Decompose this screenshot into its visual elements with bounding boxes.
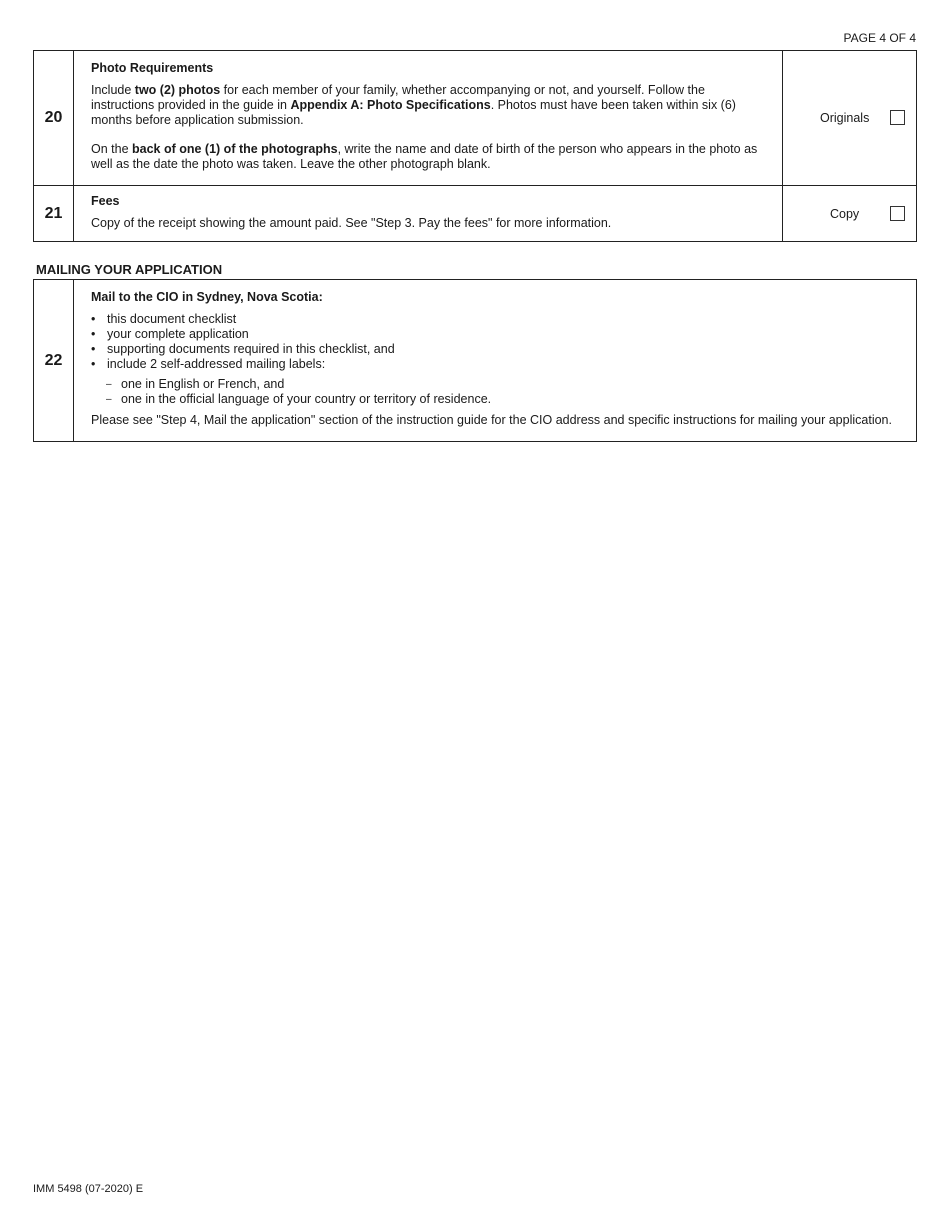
item-paragraph-2: On the back of one (1) of the photographs, write the name and date of birth of the person who appears in the photo as well as the date the photo was taken. Leave the other photograph blank. xyxy=(91,142,758,171)
mailing-bullet-list xyxy=(91,312,900,372)
document-type-label: Copy xyxy=(830,206,860,221)
item-number: 21 xyxy=(34,186,74,241)
item-heading: Photo Requirements xyxy=(91,61,214,75)
mailing-row-22 xyxy=(34,280,916,441)
item-number: 22 xyxy=(34,280,74,441)
document-type-label: Originals xyxy=(820,111,870,125)
mailing-note: Please see "Step 4, Mail the application" section of the instruction guide for the CIO address and specific instructions for mailing your application. xyxy=(91,413,892,427)
item-content xyxy=(74,51,782,185)
checklist-row-20 xyxy=(34,51,916,186)
checklist-table xyxy=(33,50,917,242)
page-number: PAGE 4 OF 4 xyxy=(843,31,916,45)
section-title: MAILING YOUR APPLICATION xyxy=(36,262,223,277)
originals-checkbox[interactable] xyxy=(890,110,905,125)
list-item: • your complete application xyxy=(91,327,900,342)
mailing-table xyxy=(33,279,917,442)
list-item: – one in English or French, and xyxy=(106,377,900,392)
mailing-sub-list xyxy=(106,377,900,407)
document-type-cell xyxy=(782,186,916,241)
copy-checkbox[interactable] xyxy=(890,206,905,221)
list-item: • supporting documents required in this checklist, and xyxy=(91,342,900,357)
checklist-row-21 xyxy=(34,186,916,241)
form-code: IMM 5498 (07-2020) E xyxy=(33,1183,144,1195)
document-type-cell xyxy=(782,51,916,185)
list-item: – one in the official language of your country or territory of residence. xyxy=(106,392,900,407)
item-paragraph-1: Include two (2) photos for each member of your family, whether accompanying or not, and yourself. Follow the instructions provided in the guide in Appendix A: Photo Specifications. Photos must have been taken within six (6) months before application submission. xyxy=(91,83,736,127)
item-number: 20 xyxy=(34,51,74,185)
list-item: • this document checklist xyxy=(91,312,900,327)
mailing-heading: Mail to the CIO in Sydney, Nova Scotia: xyxy=(91,290,323,304)
list-item: • include 2 self-addressed mailing labels: xyxy=(91,357,900,372)
item-content xyxy=(74,186,782,241)
item-text: Copy of the receipt showing the amount paid. See "Step 3. Pay the fees" for more information. xyxy=(91,216,612,230)
mailing-content xyxy=(74,280,916,441)
item-heading: Fees xyxy=(91,194,120,208)
